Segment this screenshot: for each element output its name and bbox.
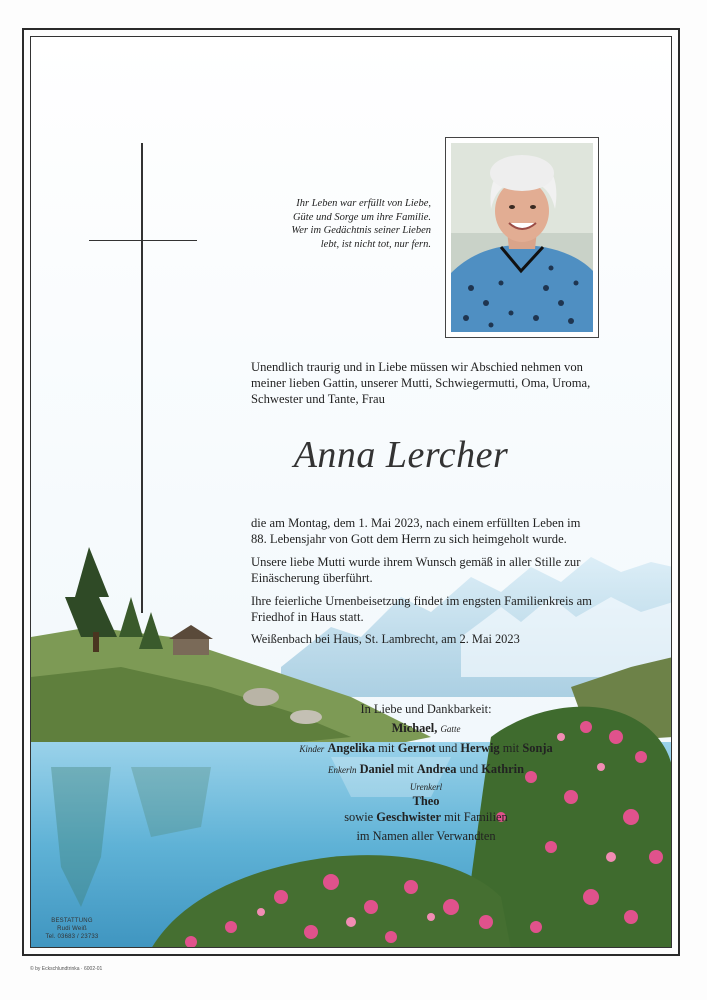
relation-label: Kinder	[299, 744, 325, 755]
details-line: die am Montag, dem 1. Mai 2023, nach einem erfüllten Leben im	[251, 516, 581, 530]
details-line: Einäscherung überführt.	[251, 571, 373, 585]
details-line: Friedhof in Haus statt.	[251, 610, 364, 624]
partner-name: Sonja	[522, 741, 553, 756]
cross-horizontal-bar	[89, 240, 197, 241]
motto-line: Wer im Gedächtnis seiner Lieben	[291, 225, 431, 236]
motto-line: Güte und Sorge um ihre Familie.	[292, 211, 431, 223]
portrait-photo	[451, 143, 593, 332]
undertaker-line: Tel. 03683 / 23733	[45, 934, 99, 940]
connector-text: und	[459, 761, 479, 776]
details-line: Ihre feierliche Urnenbeisetzung findet im engsten Familienkreis am	[251, 594, 592, 608]
details-line: 88. Lebensjahr von Gott dem Herrn zu sich heimgeholt wurde.	[251, 532, 567, 546]
details-paragraph	[251, 515, 631, 547]
intro-line: Unendlich traurig und in Liebe müssen wir Abschied nehmen von	[251, 360, 583, 374]
grandchild-name: Kathrin	[481, 761, 524, 776]
cross-vertical-bar	[141, 143, 143, 613]
connector-text: mit Familien	[444, 809, 508, 824]
undertaker-imprint	[37, 917, 107, 941]
intro-line: meiner lieben Gattin, unserer Mutti, Schwiegermutti, Oma, Uroma,	[251, 376, 591, 390]
intro-line: Schwester und Tante, Frau	[251, 392, 385, 406]
grandchild-name: Daniel	[359, 761, 395, 776]
portrait-image	[451, 143, 593, 332]
motto-verse	[201, 197, 431, 251]
relation-label: Urenkerl	[409, 781, 443, 792]
all-relatives-line: im Namen aller Verwandten	[356, 829, 496, 844]
connector-text: und	[438, 741, 458, 756]
mourner-siblings	[281, 808, 571, 827]
child-name: Angelika	[327, 741, 375, 756]
card-frame	[30, 36, 672, 948]
details-paragraph	[251, 593, 631, 625]
relation-label: Enkerln	[328, 764, 357, 775]
portrait-frame	[445, 137, 599, 338]
death-details	[251, 515, 631, 632]
undertaker-line: BESTATTUNG	[51, 918, 93, 924]
connector-text: sowie	[344, 809, 374, 824]
connector-text: mit	[378, 741, 395, 756]
intro-text	[251, 359, 631, 407]
details-paragraph	[251, 554, 631, 586]
motto-line: Ihr Leben war erfüllt von Liebe,	[296, 198, 431, 209]
place-date: Weißenbach bei Haus, St. Lambrecht, am 2. Mai 2023	[251, 632, 520, 646]
grandchild-name: Andrea	[416, 761, 457, 776]
husband-name: Michael,	[391, 721, 438, 736]
partner-name: Gernot	[397, 741, 436, 756]
details-line: Unsere liebe Mutti wurde ihrem Wunsch gemäß in aller Stille zur	[251, 555, 581, 569]
mourner-grandchildren	[281, 760, 571, 780]
deceased-name: Anna Lercher	[293, 434, 509, 476]
mourner-greatgrandchild	[281, 780, 571, 808]
child-name: Herwig	[460, 741, 500, 756]
undertaker-line: Rudi Weiß	[57, 926, 87, 932]
greatgrandchild-name: Theo	[412, 793, 440, 808]
connector-text: mit	[502, 741, 520, 756]
siblings-name: Geschwister	[376, 809, 441, 824]
mourner-husband	[281, 719, 571, 739]
copyright-note: © by Eckschlundtrinka · 6002-01	[30, 966, 103, 972]
relation-label: Gatte	[440, 724, 461, 735]
family-heading: In Liebe und Dankbarkeit:	[360, 702, 492, 716]
mourner-children	[281, 739, 571, 759]
motto-line: lebt, ist nicht tot, nur fern.	[320, 238, 431, 250]
mourners-list	[281, 700, 571, 846]
connector-text: mit	[397, 761, 414, 776]
